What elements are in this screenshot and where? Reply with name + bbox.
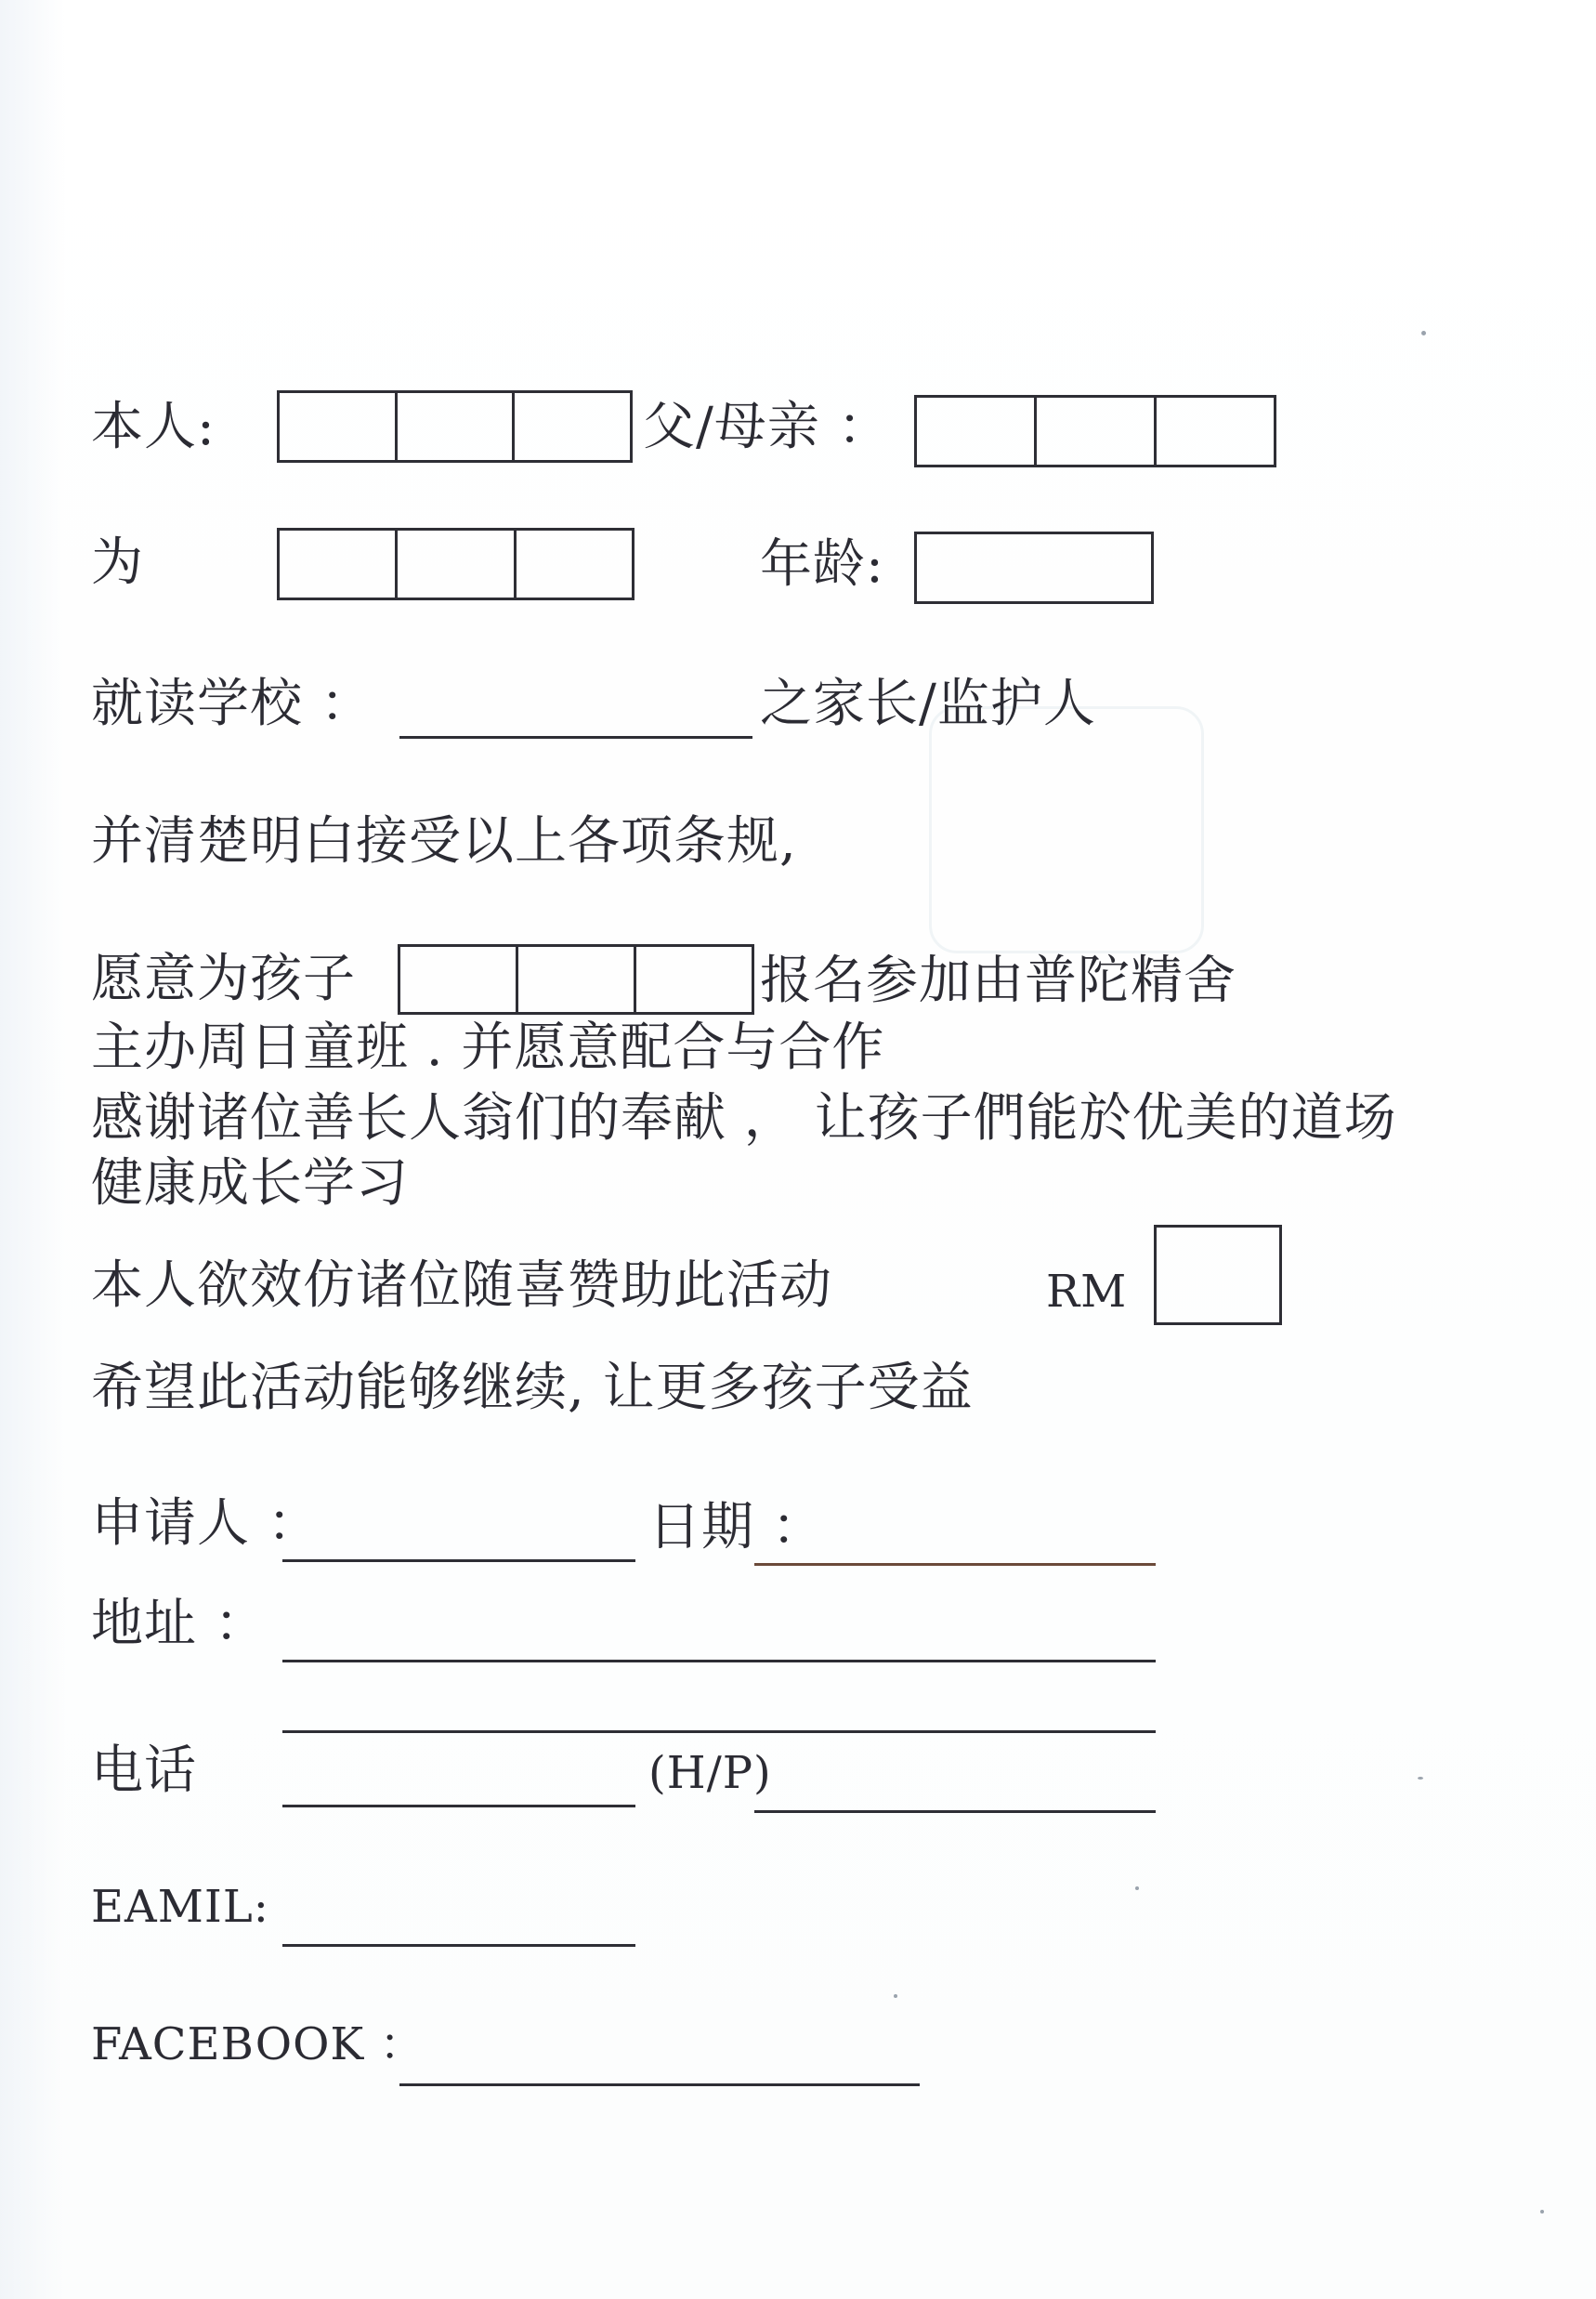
applicant-sign-line[interactable]: [282, 1559, 635, 1562]
willing-label: 愿意为孩子: [91, 949, 356, 1009]
name-box-2[interactable]: [395, 393, 513, 460]
register-box-1[interactable]: [400, 947, 516, 1012]
phone-label: 电话: [91, 1741, 197, 1801]
role-box-2[interactable]: [1034, 398, 1154, 465]
donate-line: 本人欲效仿诸位随喜赞助此活动: [91, 1255, 832, 1316]
scan-speck: [1540, 2210, 1544, 2214]
age-box[interactable]: [914, 532, 1154, 604]
name-box-1[interactable]: [280, 393, 395, 460]
bleed-through-mark: [929, 706, 1204, 953]
date-label: 日期 ：: [648, 1497, 825, 1557]
name-box-3[interactable]: [512, 393, 630, 460]
parent-label: 父/母亲 ：: [643, 397, 891, 457]
growth-line: 健康成长学习: [91, 1153, 409, 1214]
parent-role-boxes[interactable]: [914, 395, 1276, 467]
scan-speck: [1421, 331, 1426, 335]
hp-label: (H/P): [648, 1747, 772, 1799]
role-box-3[interactable]: [1154, 398, 1274, 465]
donation-cell[interactable]: [1157, 1228, 1279, 1322]
guardian-suffix: 之家长/监护人: [760, 674, 1096, 734]
facebook-line[interactable]: [399, 2083, 920, 2086]
child-name-boxes[interactable]: [277, 528, 634, 600]
currency-label: RM: [1046, 1266, 1128, 1318]
organizer-line: 主办周日童班 . 并愿意配合与合作: [91, 1018, 885, 1078]
child-box-3[interactable]: [514, 531, 632, 598]
scan-speck: [1135, 1886, 1139, 1890]
applicant-sign-label: 申请人 ：: [91, 1493, 321, 1554]
email-line[interactable]: [282, 1944, 635, 1947]
scan-edge-shadow: [0, 0, 65, 2299]
scan-speck: [1418, 1777, 1423, 1780]
for-label: 为: [91, 532, 144, 593]
applicant-name-boxes[interactable]: [277, 390, 633, 463]
child-box-1[interactable]: [280, 531, 395, 598]
child-box-2[interactable]: [395, 531, 513, 598]
address-line-2[interactable]: [282, 1730, 1156, 1733]
hp-line[interactable]: [754, 1810, 1156, 1813]
donation-amount-box[interactable]: [1154, 1225, 1282, 1325]
phone-line[interactable]: [282, 1805, 635, 1807]
role-box-1[interactable]: [917, 398, 1034, 465]
school-input-line[interactable]: [399, 736, 752, 739]
register-suffix: 报名参加由普陀精舍: [760, 951, 1236, 1011]
school-label: 就读学校 ：: [91, 674, 373, 734]
child-register-boxes[interactable]: [398, 944, 754, 1015]
scan-speck: [894, 1994, 897, 1998]
register-box-2[interactable]: [516, 947, 634, 1012]
accept-statement: 并清楚明白接受以上各项条规,: [91, 811, 797, 872]
address-line-1[interactable]: [282, 1660, 1156, 1662]
age-cell[interactable]: [917, 534, 1151, 601]
age-label: 年龄:: [760, 534, 884, 595]
applicant-label: 本人:: [91, 397, 216, 457]
register-box-3[interactable]: [634, 947, 752, 1012]
address-label: 地址 ：: [91, 1594, 268, 1654]
facebook-label: FACEBOOK ：: [91, 2018, 425, 2070]
thanks-line: 感谢诸位善长人翁们的奉献 ， 让孩子們能於优美的道场: [91, 1088, 1397, 1149]
hope-line: 希望此活动能够继续, 让更多孩子受益: [91, 1358, 974, 1418]
date-line[interactable]: [754, 1563, 1156, 1566]
email-label: EAMIL:: [91, 1881, 269, 1933]
